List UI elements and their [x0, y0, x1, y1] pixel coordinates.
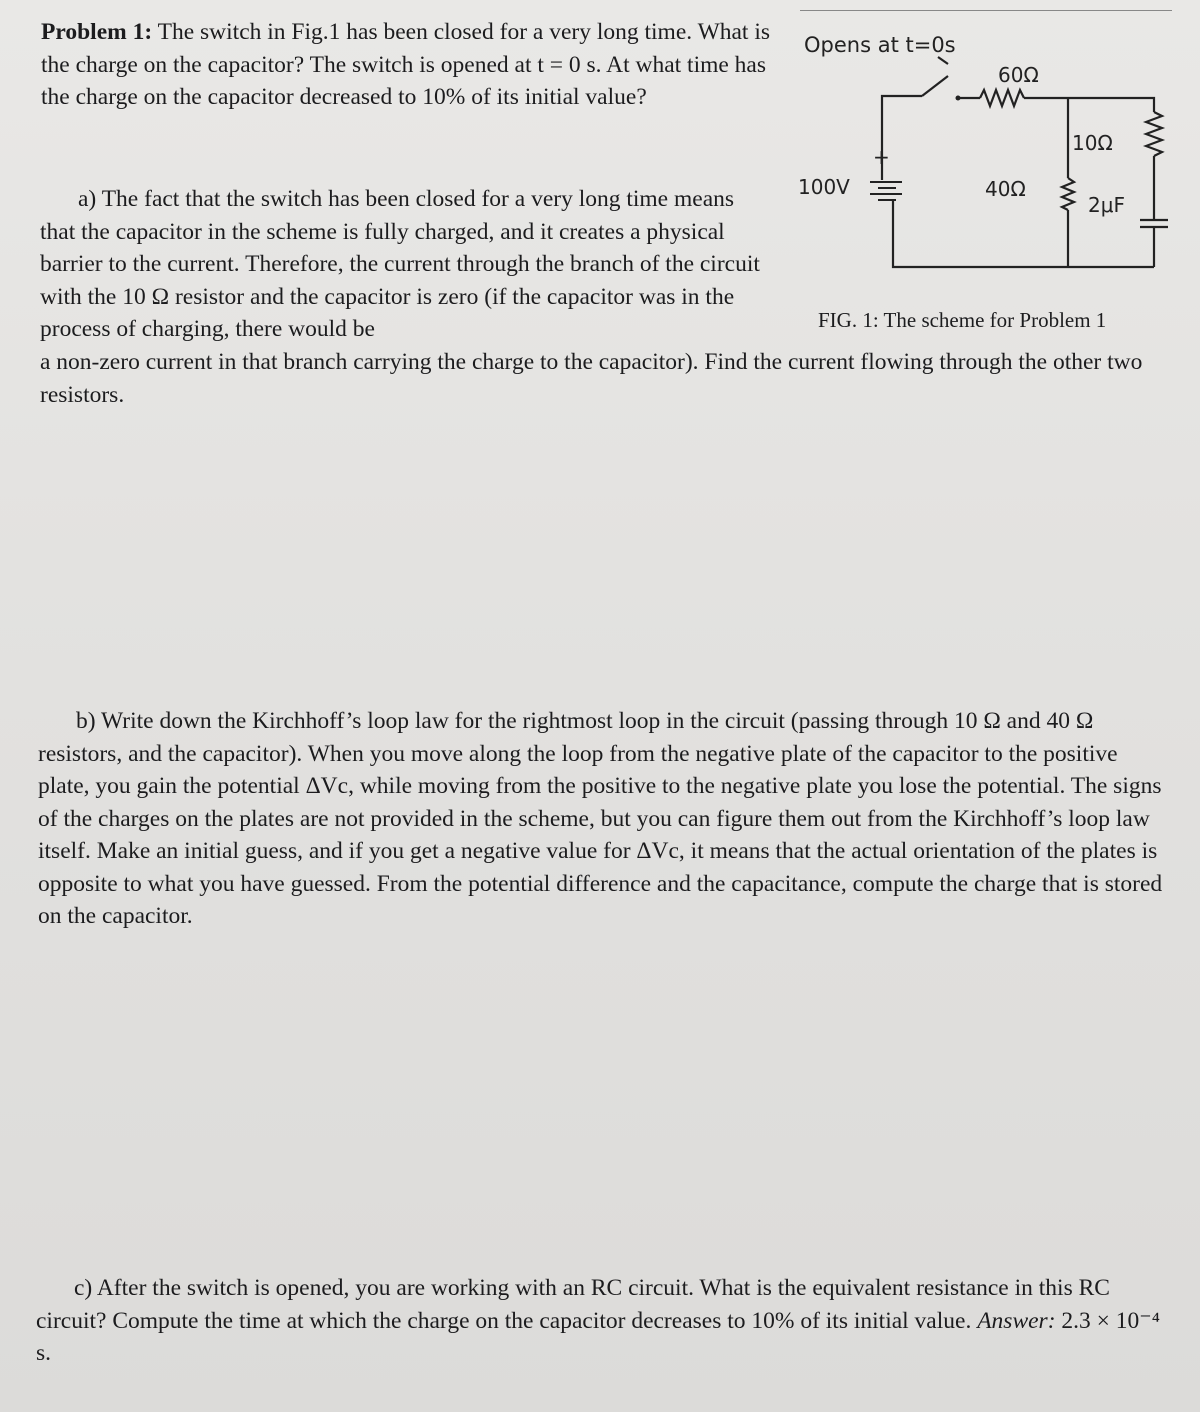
resistor-10-icon	[1146, 112, 1162, 156]
problem-label: Problem 1:	[41, 19, 153, 45]
switch-blade	[922, 76, 948, 96]
top-rule	[800, 10, 1172, 11]
label-40ohm: 40Ω	[985, 177, 1026, 201]
problem-text: The switch in Fig.1 has been closed for a very long time. What is the charge on the capacitor? The switch is opened at t = 0 s. At what time has the charge on the capacitor decreased to 10% of its initial value?	[41, 19, 771, 110]
label-10ohm: 10Ω	[1072, 131, 1113, 155]
label-battery: 100V	[798, 175, 850, 199]
part-a	[40, 183, 770, 346]
part-a-continued: a non-zero current in that branch carrying the charge to the capacitor). Find the current flowing through the other two resistors.	[40, 349, 1143, 408]
resistor-60-icon	[980, 90, 1024, 106]
resistor-40-icon	[1062, 178, 1074, 210]
switch-arrow	[938, 57, 948, 64]
circuit-diagram	[780, 20, 1180, 280]
bottom-wire	[893, 210, 1154, 267]
switch-contact-icon	[956, 96, 961, 101]
switch-note: Opens at t=0s	[804, 33, 956, 57]
battery-icon	[870, 182, 902, 200]
answer-value: 2.3 × 10⁻⁴ s.	[36, 1307, 1160, 1366]
circuit-wires	[882, 57, 1168, 267]
label-capacitor: 2μF	[1088, 193, 1125, 217]
part-a-text: a) The fact that the switch has been closed for a very long time means that the capacitor in the scheme is fully charged, and it creates a physical barrier to the current. Therefore, the current through the branch of the circuit with the 10 Ω resistor and the capacitor is zero (if the capacitor was in the process of charging, there would be	[40, 186, 760, 342]
answer-label: Answer:	[977, 1307, 1056, 1334]
top-right-wire	[1024, 98, 1154, 112]
part-b	[38, 705, 1168, 933]
battery-plus: +	[873, 145, 890, 169]
part-c-text: c) After the switch is opened, you are working with an RC circuit. What is the equivalent resistance in this RC circuit? Compute the time at which the charge on the capacitor decreases to 10% of its initial value.	[36, 1275, 1110, 1334]
part-b-text: b) Write down the Kirchhoff’s loop law for the rightmost loop in the circuit (passing through 10 Ω and 40 Ω resistors, and the capacitor). When you move along the loop from the negative plate of the capacitor to the positive plate, you gain the potential ΔVc, while moving from the positive to the negative plate you lose the potential. The signs of the charges on the plates are not provided in the scheme, but you can figure them out from the Kirchhoff’s loop law itself. Make an initial guess, and if you get a negative value for ΔVc, it means that the actual orientation of the plates is opposite to what you have guessed. From the potential difference and the capacitance, compute the charge that is stored on the capacitor.	[38, 708, 1163, 929]
part-c	[36, 1272, 1166, 1370]
figure-caption: FIG. 1: The scheme for Problem 1	[818, 308, 1107, 332]
problem-statement	[41, 16, 771, 114]
label-60ohm: 60Ω	[998, 63, 1039, 87]
